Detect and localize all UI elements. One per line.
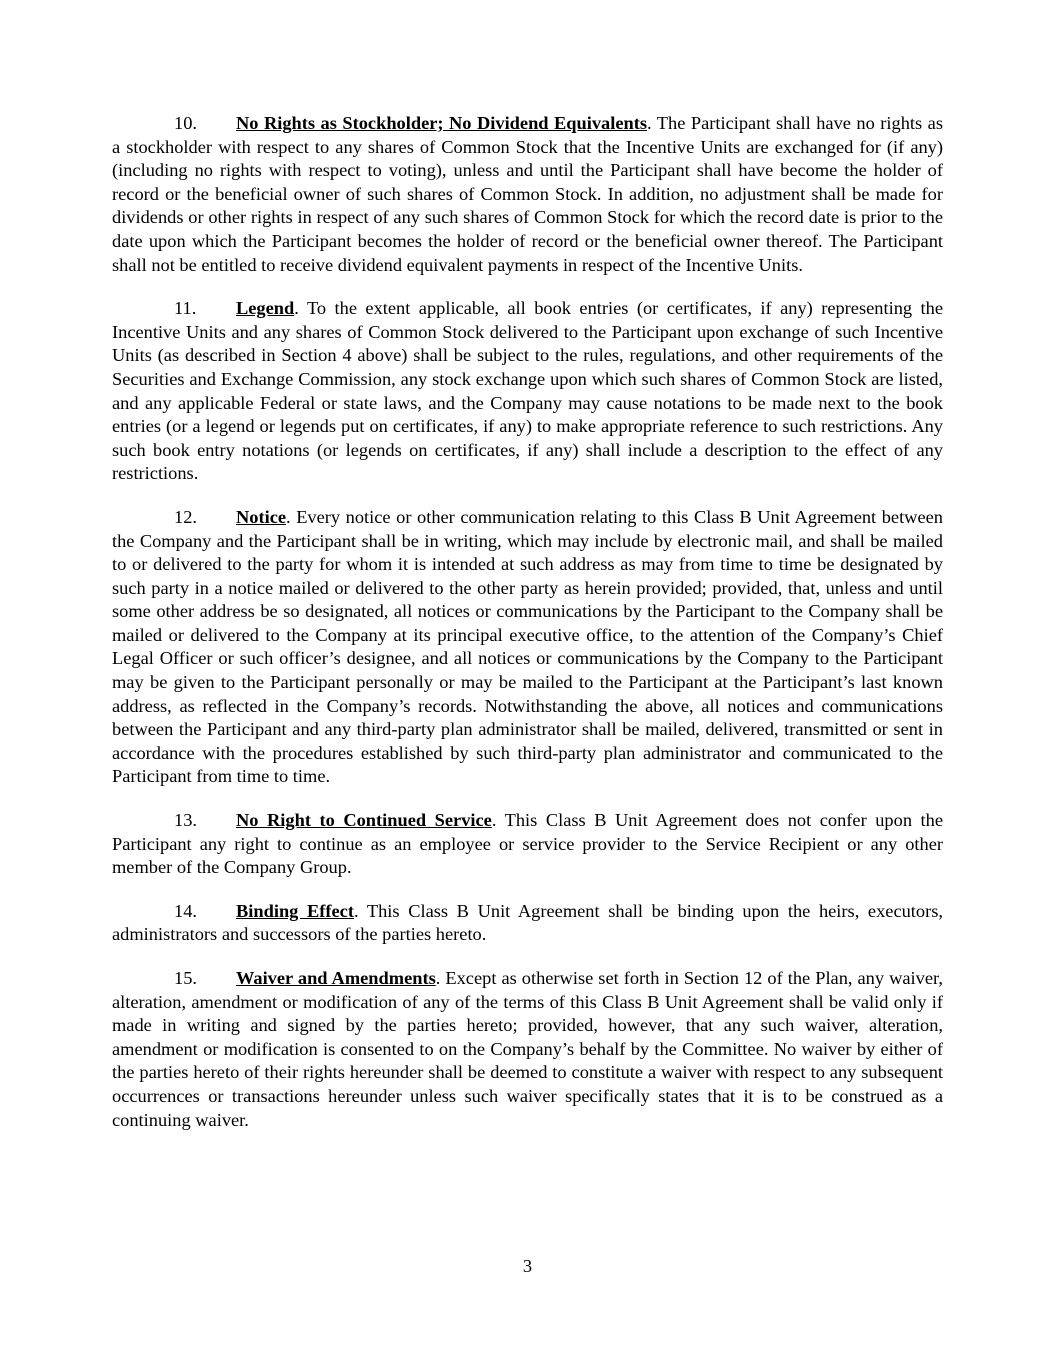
section-heading: Legend: [236, 298, 295, 319]
section-number: 15.: [174, 968, 197, 988]
section-12: [112, 506, 943, 789]
section-text: . This Class B Unit Agreement does not confer upon the Participant any right to continue as an employee or service provider to the Service Recipient or any other member of the Company Group.: [112, 810, 944, 878]
section-heading: Waiver and Amendments: [236, 968, 436, 988]
section-number: 14.: [174, 900, 197, 921]
page-number: 3: [522, 1256, 533, 1276]
section-number: 12.: [174, 506, 197, 527]
section-heading: No Right to Continued Service: [236, 810, 492, 831]
section-heading: Binding Effect: [236, 900, 354, 921]
section-text: . This Class B Unit Agreement shall be binding upon the heirs, executors, administrators and successors of the parties hereto.: [112, 900, 943, 945]
section-text: . The Participant shall have no rights as a stockholder with respect to any shares of Common Stock that the Incentive Units are exchanged for (if any) (including no rights with respect to voting), unless and until the Participant shall have become the holder of record or the beneficial owner of such shares of Common Stock. In addition, no adjustment shall be made for dividends or other rights in respect of any such shares of Common Stock for which the record date is prior to the date upon which the Participant becomes the holder of record or the beneficial owner thereof. The Participant shall not be entitled to receive dividend equivalent payments in respect of the Incentive Units.: [112, 113, 943, 275]
section-13: [112, 809, 943, 880]
section-number: 10.: [174, 113, 197, 133]
section-number: 13.: [174, 810, 197, 831]
section-11: [112, 297, 943, 486]
section-text: . Every notice or other communication relating to this Class B Unit Agreement between the Company and the Participant shall be in writing, which may include by electronic mail, and shall be mailed to or delivered to the party for whom it is intended at such address as may from time to time be designated by such party in a notice mailed or delivered to the other party as herein provided; provided, that, unless and until some other address be so designated, all notices or communications by the Participant to the Company shall be mailed or delivered to the Company at its principal executive office, to the attention of the Company’s Chief Legal Officer or such officer’s designee, and all notices or communications by the Company to the Participant may be given to the Participant personally or may be mailed to the Participant at the Participant’s last known address, as reflected in the Company’s records. Notwithstanding the above, all notices and communications between the Participant and any third-party plan administrator shall be mailed, delivered, transmitted or sent in accordance with the procedures established by such third-party plan administrator and communicated to the Participant from time to time.: [112, 506, 943, 787]
document-body: [112, 112, 943, 1152]
section-14: [112, 900, 943, 947]
section-text: . Except as otherwise set forth in Section 12 of the Plan, any waiver, alteration, amendment or modification of any of the terms of this Class B Unit Agreement shall be valid only if made in writing and signed by the parties hereto; provided, however, that any such waiver, alteration, amendment or modification is consented to on the Company’s behalf by the Committee. No waiver by either of the parties hereto of their rights hereunder shall be deemed to constitute a waiver with respect to any subsequent occurrences or transactions hereunder unless such waiver specifically states that it is to be construed as a continuing waiver.: [112, 968, 943, 1130]
section-heading: No Rights as Stockholder; No Dividend Equivalents: [236, 113, 648, 133]
section-10: [112, 112, 943, 277]
section-text: . To the extent applicable, all book entries (or certificates, if any) representing the Incentive Units and any shares of Common Stock delivered to the Participant upon exchange of such Incentive Units (as described in Section 4 above) shall be subject to the rules, regulations, and other requirements of the Securities and Exchange Commission, any stock exchange upon which such shares of Common Stock are listed, and any applicable Federal or state laws, and the Company may cause notations to be made next to the book entries (or a legend or legends put on certificates, if any) to make appropriate reference to such restrictions. Any such book entry notations (or legends on certificates, if any) shall include a description to the effect of any restrictions.: [112, 298, 943, 484]
section-heading: Notice: [236, 506, 287, 527]
section-number: 11.: [174, 298, 197, 319]
section-15: [112, 967, 943, 1132]
